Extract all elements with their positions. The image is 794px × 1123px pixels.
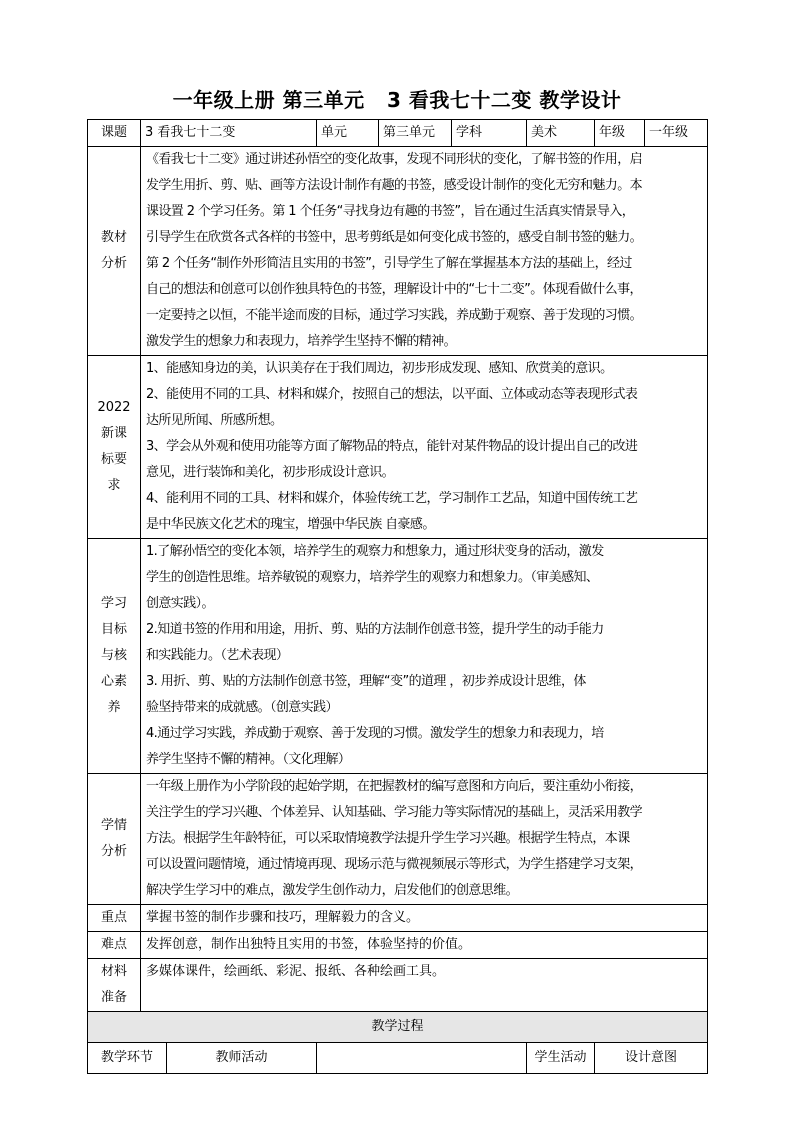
process-title: 教学过程 [88, 1012, 708, 1043]
learning-goals-row [88, 539, 708, 774]
process-col-stage [88, 1043, 317, 1074]
process-col-stage-label: 教学环节 [88, 1043, 167, 1073]
lesson-plan-table [87, 119, 708, 1074]
goals-line: 1.了解孙悟空的变化本领，培养学生的观察力和想象力，通过形状变身的活动，激发 [146, 544, 604, 559]
textbook-analysis-content [141, 147, 708, 356]
difficulties-content: 发挥创意，制作出独特且实用的书签，体验坚持的价值。 [141, 932, 708, 959]
subject-value: 美术 [527, 120, 595, 147]
textbook-line: 发学生用折、剪、贴、画等方法设计制作有趣的书签，感受设计制作的变化无穷和魅力。本 [146, 178, 643, 193]
textbook-line: 《看我七十二变》通过讲述孙悟空的变化故事，发现不同形状的变化，了解书签的作用，启 [146, 152, 643, 167]
process-col-teacher-ext [317, 1043, 527, 1074]
learners-line: 可以设置问题情境，通过情境再现、现场示范与微视频展示等形式，为学生搭建学习支架， [146, 857, 643, 872]
key-points-label: 重点 [88, 905, 141, 932]
process-columns-row [88, 1043, 708, 1074]
key-points-row [88, 905, 708, 932]
textbook-line: 引导学生在欣赏各式各样的书签中，思考剪纸是如何变化成书签的，感受自制书签的魅力。 [146, 230, 643, 245]
learners-line: 方法。根据学生年龄特征，可以采取情境教学法提升学生学习兴趣。根据学生特点，本课 [146, 831, 630, 846]
header-row [88, 120, 708, 147]
textbook-line: 一定要持之以恒，不能半途而废的目标，通过学习实践，养成勤于观察、善于发现的习惯。 [146, 308, 643, 323]
materials-content: 多媒体课件，绘画纸、彩泥、报纸、各种绘画工具。 [141, 959, 708, 1012]
goals-line: 创意实践）。 [146, 596, 214, 611]
standards-line: 2、能使用不同的工具、材料和媒介，按照自己的想法，以平面、立体或动态等表现形式表 [146, 387, 638, 402]
materials-row [88, 959, 708, 1012]
standards-line: 意见，进行装饰和美化，初步形成设计意识。 [146, 465, 395, 480]
curriculum-standards-content [141, 356, 708, 539]
textbook-line: 课设置 2 个学习任务。第 1 个任务“寻找身边有趣的书签”，旨在通过生活真实情景导入， [146, 204, 635, 219]
learners-line: 一年级上册作为小学阶段的起始学期，在把握教材的编写意图和方向后，要注重幼小衔接， [146, 779, 643, 794]
curriculum-standards-label: 2022 新课 标要 求 [97, 400, 131, 493]
process-col-student-label: 学生活动 [527, 1043, 595, 1074]
difficulties-row [88, 932, 708, 959]
standards-line: 是中华民族文化艺术的瑰宝，增强中华民族 自豪感。 [146, 517, 435, 532]
learner-analysis-row [88, 774, 708, 905]
goals-line: 4.通过学习实践，养成勤于观察、善于发现的习惯。激发学生的想象力和表现力，培 [146, 726, 604, 741]
process-col-teacher-label: 教师活动 [215, 1050, 268, 1065]
goals-line: 学生的创造性思维。培养敏锐的观察力，培养学生的观察力和想象力。（审美感知、 [146, 570, 599, 585]
unit-label: 单元 [317, 120, 379, 147]
learners-line: 关注学生的学习兴趣、个体差异、认知基础、学习能力等实际情况的基础上，灵活采用教学 [146, 805, 643, 820]
standards-line: 4、能利用不同的工具、材料和媒介，体验传统工艺，学习制作工艺品，知道中国传统工艺 [146, 491, 638, 506]
textbook-analysis-label: 教材 分析 [100, 230, 127, 271]
difficulties-label: 难点 [88, 932, 141, 959]
textbook-line: 激发学生的想象力和表现力，培养学生坚持不懈的精神。 [146, 334, 457, 349]
goals-line: 和实践能力。（艺术表现） [146, 648, 289, 663]
topic-label: 课题 [88, 120, 141, 147]
grade-label: 年级 [595, 120, 645, 147]
learners-line: 解决学生学习中的难点，激发学生创作动力，启发他们的创意思维。 [146, 883, 519, 898]
key-points-content: 掌握书签的制作步骤和技巧，理解毅力的含义。 [141, 905, 708, 932]
goals-line: 验坚持带来的成就感。（创意实践） [146, 700, 338, 715]
materials-label: 材料 准备 [100, 964, 127, 1005]
curriculum-standards-row [88, 356, 708, 539]
grade-value: 一年级 [645, 120, 708, 147]
process-col-intent-label: 设计意图 [595, 1043, 708, 1074]
textbook-analysis-row [88, 147, 708, 356]
learner-analysis-label: 学情 分析 [100, 818, 127, 859]
learning-goals-content [141, 539, 708, 774]
learning-goals-label: 学习 目标 与核 心素 养 [100, 596, 127, 715]
unit-value: 第三单元 [379, 120, 452, 147]
document-title: 一年级上册 第三单元 3 看我七十二变 教学设计 [172, 88, 622, 112]
process-title-row [88, 1012, 708, 1043]
topic-value: 3 看我七十二变 [141, 120, 317, 147]
standards-line: 3、学会从外观和使用功能等方面了解物品的特点，能针对某件物品的设计提出自己的改进 [146, 439, 638, 454]
standards-line: 达所见所闻、所感所想。 [146, 413, 283, 428]
textbook-line: 第 2 个任务“制作外形简洁且实用的书签”，引导学生了解在掌握基本方法的基础上，经过 [146, 256, 632, 271]
goals-line: 3. 用折、剪、贴的方法制作创意书签，理解“变”的道理 ，初步养成设计思维，体 [146, 674, 586, 689]
learner-analysis-content [141, 774, 708, 905]
goals-line: 2.知道书签的作用和用途，用折、剪、贴的方法制作创意书签，提升学生的动手能力 [146, 622, 604, 637]
goals-line: 养学生坚持不懈的精神。（文化理解） [146, 752, 351, 767]
subject-label: 学科 [452, 120, 527, 147]
textbook-line: 自己的想法和创意可以创作独具特色的书签，理解设计中的“七十二变”。体现看做什么事， [146, 282, 642, 297]
standards-line: 1、能感知身边的美，认识美存在于我们周边，初步形成发现、感知、欣赏美的意识。 [146, 361, 613, 376]
